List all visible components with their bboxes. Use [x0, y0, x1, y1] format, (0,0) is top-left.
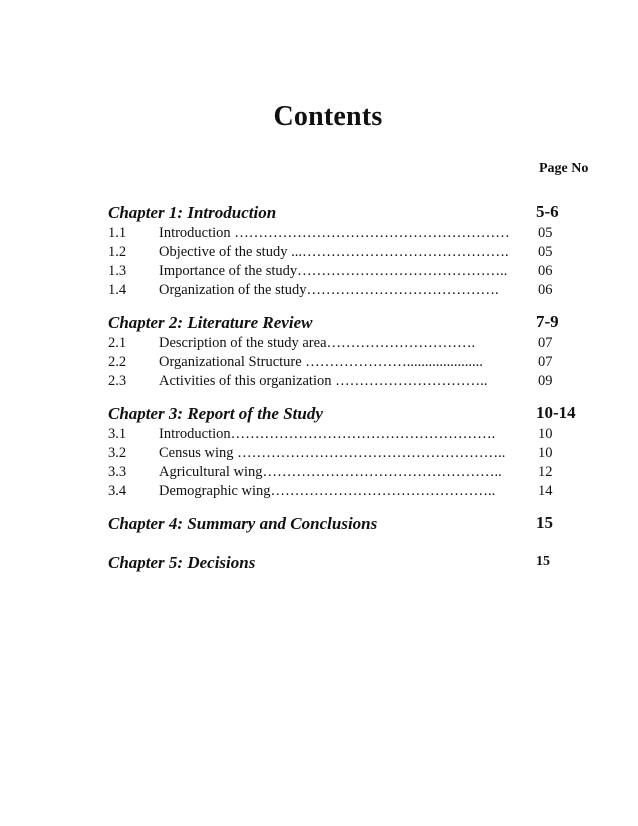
section-title: Introduction …………………………………………………	[159, 225, 510, 241]
chapter-title: Chapter 1: Introduction	[108, 203, 277, 222]
chapter-title: Chapter 4: Summary and Conclusions	[108, 514, 378, 533]
section-page: 07	[538, 354, 553, 370]
section-page: 06	[538, 282, 553, 298]
chapter-heading	[108, 203, 588, 225]
toc-entry	[108, 263, 588, 282]
section-page: 05	[538, 244, 553, 260]
section-number: 1.4	[108, 282, 127, 298]
chapter-title: Chapter 5: Decisions	[108, 553, 256, 572]
chapter-page-range: 10-14	[536, 403, 576, 422]
toc-entry	[108, 335, 588, 354]
chapter-page-range: 5-6	[536, 202, 559, 221]
section-page: 09	[538, 373, 553, 389]
chapter-2	[108, 313, 588, 392]
section-page: 10	[538, 426, 553, 442]
toc-entry	[108, 244, 588, 263]
section-number: 3.4	[108, 483, 127, 499]
chapter-heading	[108, 313, 588, 335]
section-page: 12	[538, 464, 553, 480]
chapter-heading	[108, 553, 588, 575]
page-no-header: Page No	[539, 161, 589, 176]
chapter-page-range: 7-9	[536, 312, 559, 331]
chapter-page-range: 15	[536, 513, 553, 532]
section-number: 2.1	[108, 335, 127, 351]
section-title: Organizational Structure ………………….....................	[159, 354, 483, 370]
section-title: Demographic wing………………………………………..	[159, 483, 496, 499]
section-title: Introduction……………………………………………….	[159, 426, 496, 442]
toc-entry	[108, 464, 588, 483]
chapter-title: Chapter 3: Report of the Study	[108, 404, 323, 423]
toc-entry	[108, 445, 588, 464]
chapter-title: Chapter 2: Literature Review	[108, 313, 313, 332]
section-number: 1.2	[108, 244, 127, 260]
chapter-3	[108, 404, 588, 502]
chapter-page-range: 15	[536, 554, 550, 569]
section-page: 05	[538, 225, 553, 241]
page-title: Contents	[273, 101, 383, 132]
section-title: Objective of the study ...…………………………………….	[159, 244, 509, 260]
toc-entry	[108, 483, 588, 502]
section-number: 3.1	[108, 426, 127, 442]
section-title: Agricultural wing…………………………………………..	[159, 464, 502, 480]
chapter-5	[108, 553, 588, 575]
section-title: Description of the study area………………………….	[159, 335, 476, 351]
toc-entry	[108, 354, 588, 373]
chapter-1	[108, 203, 588, 301]
section-number: 2.2	[108, 354, 127, 370]
section-title: Activities of this organization …………………………..	[159, 373, 488, 389]
chapter-heading	[108, 514, 588, 536]
section-page: 10	[538, 445, 553, 461]
section-page: 14	[538, 483, 553, 499]
section-page: 07	[538, 335, 553, 351]
chapter-heading	[108, 404, 588, 426]
toc-entry	[108, 225, 588, 244]
section-title: Organization of the study………………………………….	[159, 282, 499, 298]
section-title: Census wing ………………………………………………..	[159, 445, 506, 461]
section-number: 1.1	[108, 225, 127, 241]
section-title: Importance of the study……………………………………..	[159, 263, 508, 279]
chapter-4	[108, 514, 588, 536]
toc-entry	[108, 426, 588, 445]
toc-entry	[108, 282, 588, 301]
section-number: 2.3	[108, 373, 127, 389]
section-number: 1.3	[108, 263, 127, 279]
section-number: 3.2	[108, 445, 127, 461]
toc-entry	[108, 373, 588, 392]
section-page: 06	[538, 263, 553, 279]
section-number: 3.3	[108, 464, 127, 480]
